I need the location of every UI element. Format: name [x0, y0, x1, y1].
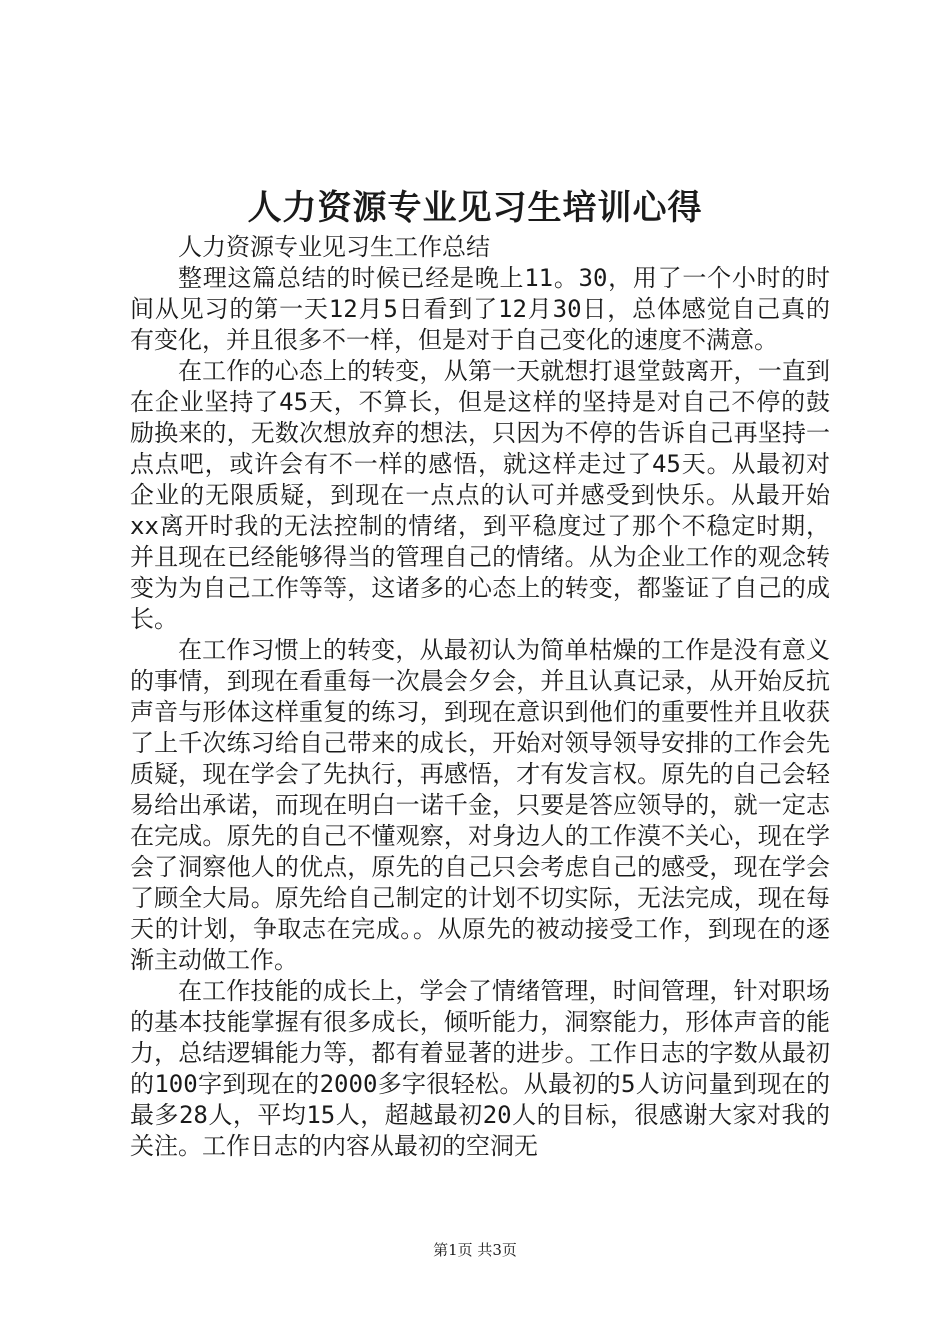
paragraph: 在工作的心态上的转变，从第一天就想打退堂鼓离开，一直到在企业坚持了45天，不算长，但是这样的坚持是对自己不停的鼓励换来的，无数次想放弃的想法，只因为不停的告诉自己再坚持一点点吧，或许会有不一样的感悟，就这样走过了45天。从最初对企业的无限质疑，到现在一点点的认可并感受到快乐。从最开始xx离开时我的无法控制的情绪，到平稳度过了那个不稳定时期，并且现在已经能够得当的管理自己的情绪。从为企业工作的观念转变为为自己工作等等，这诸多的心态上的转变，都鉴证了自己的成长。	[130, 357, 830, 633]
paragraph: 在工作技能的成长上，学会了情绪管理，时间管理，针对职场的基本技能掌握有很多成长，倾听能力，洞察能力，形体声音的能力，总结逻辑能力等，都有着显著的进步。工作日志的字数从最初的100字到现在的2000多字很轻松。从最初的5人访问量到现在的最多28人，平均15人，超越最初20人的目标，很感谢大家对我的关注。工作日志的内容从最初的空洞无	[130, 977, 830, 1160]
page-footer: 第1页 共3页	[433, 1241, 517, 1259]
subtitle: 人力资源专业见习生工作总结	[178, 233, 490, 261]
document-body	[130, 232, 830, 1162]
paragraph: 整理这篇总结的时候已经是晚上11。30，用了一个小时的时间从见习的第一天12月5日看到了12月30日，总体感觉自己真的有变化，并且很多不一样，但是对于自己变化的速度不满意。	[130, 264, 830, 354]
document-title: 人力资源专业见习生培训心得	[247, 188, 703, 228]
paragraph: 在工作习惯上的转变，从最初认为简单枯燥的工作是没有意义的事情，到现在看重每一次晨会夕会，并且认真记录，从开始反抗声音与形体这样重复的练习，到现在意识到他们的重要性并且收获了上千次练习给自己带来的成长，开始对领导领导安排的工作会先质疑，现在学会了先执行，再感悟，才有发言权。原先的自己会轻易给出承诺，而现在明白一诺千金，只要是答应领导的，就一定志在完成。原先的自己不懂观察，对身边人的工作漠不关心，现在学会了洞察他人的优点，原先的自己只会考虑自己的感受，现在学会了顾全大局。原先给自己制定的计划不切实际，无法完成，现在每天的计划，争取志在完成。。从原先的被动接受工作，到现在的逐渐主动做工作。	[130, 636, 830, 974]
